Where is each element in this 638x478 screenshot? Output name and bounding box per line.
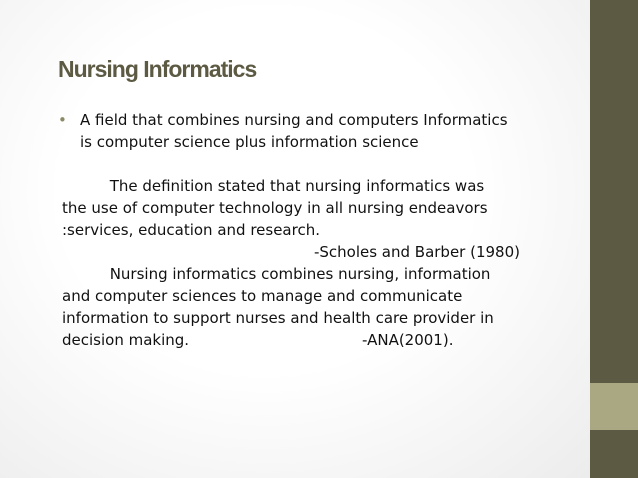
paragraph-line: the use of computer technology in all nursing endeavors [62,199,488,217]
paragraph-last-line [62,329,532,351]
slide-content [58,109,532,351]
spacer [62,153,532,175]
bullet-line: is computer science plus information science [80,133,419,151]
bullet-line: A field that combines nursing and computers Informatics [80,111,508,129]
side-bar-bottom [590,430,638,478]
definition-paragraph-2 [62,263,532,351]
slide-title: Nursing Informatics [58,56,257,82]
bullet-marker: • [58,111,67,129]
paragraph-line: Nursing informatics combines nursing, information [62,265,491,283]
side-bar-accent [590,383,638,430]
paragraph-line: information to support nurses and health care provider in [62,309,494,327]
paragraph-line: The definition stated that nursing informatics was [62,177,485,195]
paragraph-line: and computer sciences to manage and communicate [62,287,463,305]
definition-paragraph-1 [62,175,532,263]
citation-ana: -ANA(2001). [362,331,454,349]
bullet-item [58,109,532,153]
side-bar-top [590,0,638,383]
citation-scholes-barber: -Scholes and Barber (1980) [313,243,520,261]
paragraph-line: :services, education and research. [62,221,320,239]
paragraph-line: decision making. [62,331,190,349]
